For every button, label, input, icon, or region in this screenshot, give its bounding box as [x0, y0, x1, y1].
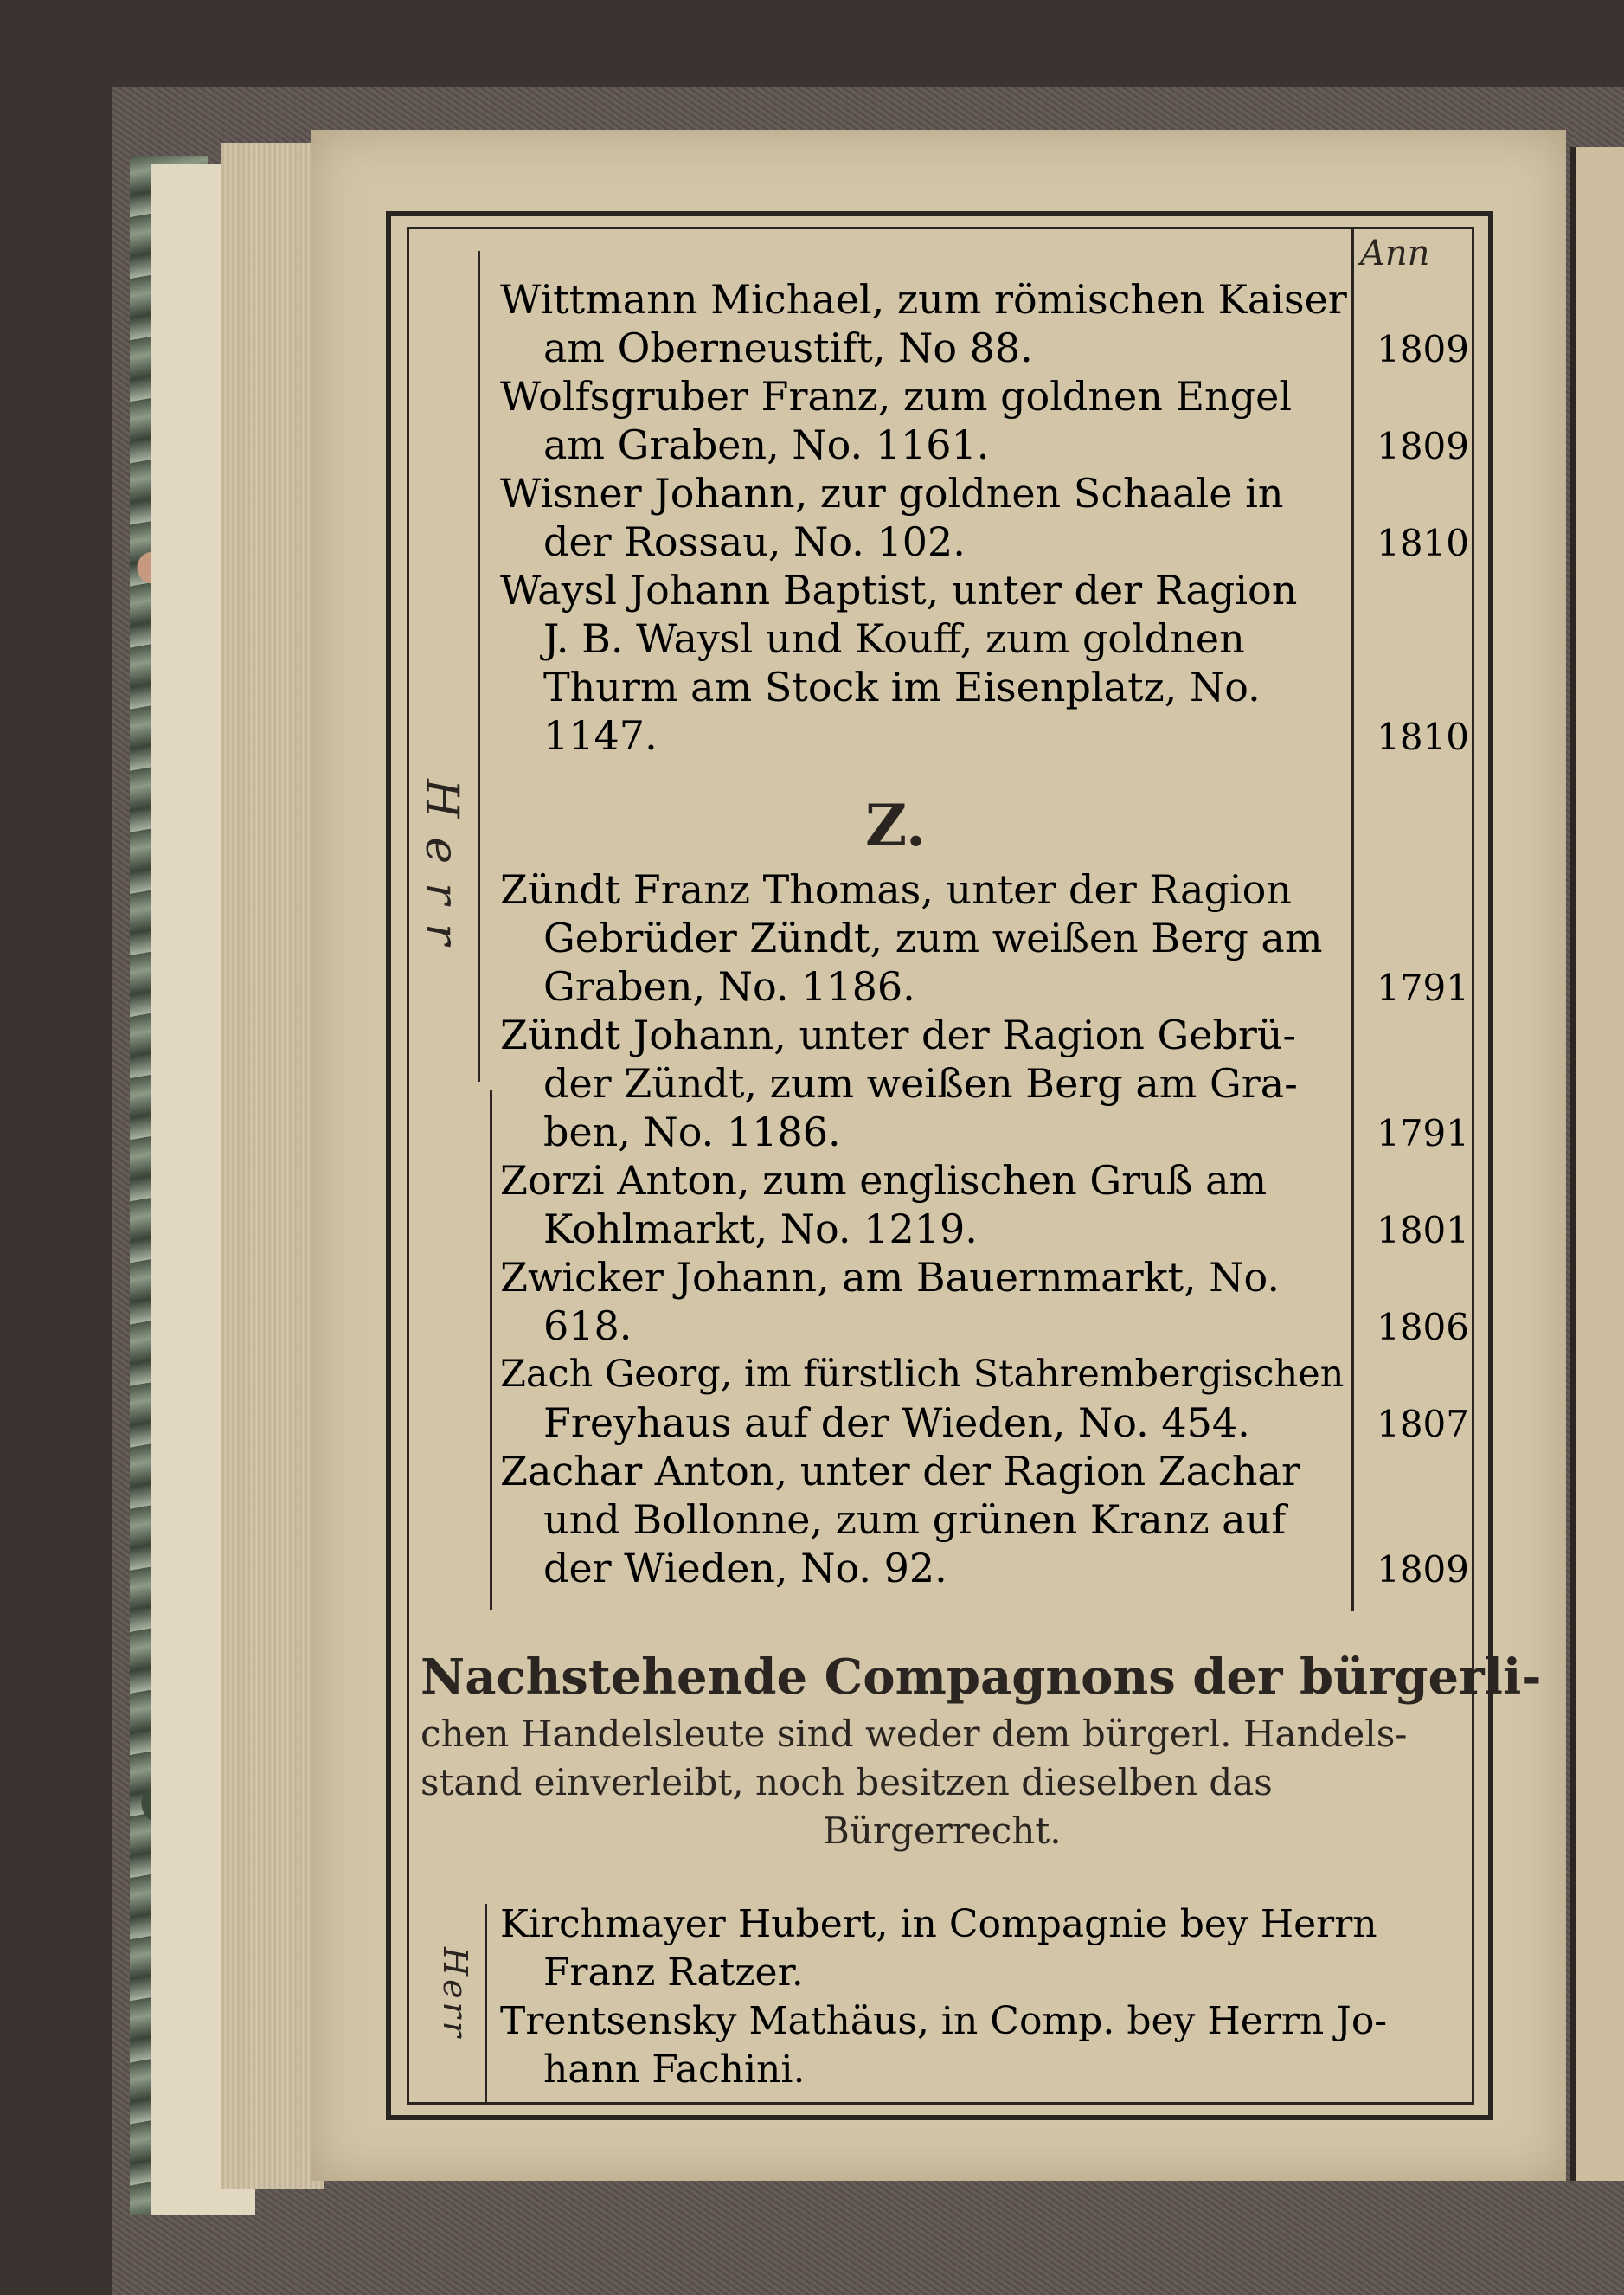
entry-line: Wisner Johann, zur goldnen Schaale in: [500, 470, 1284, 517]
entry-year: 1809: [1377, 328, 1469, 370]
entry-line: Gebrüder Zündt, zum weißen Berg am: [543, 915, 1323, 961]
entry-line: Franz Ratzer.: [543, 1951, 804, 1995]
entry-line: am Graben, No. 1161.: [543, 421, 990, 468]
entry-line: Zach Georg, im fürstlich Stahrembergischen: [500, 1353, 1345, 1396]
entry: [500, 566, 1469, 760]
entry-line: Kirchmayer Hubert, in Compagnie bey Herrn: [500, 1902, 1377, 1946]
entry-line: und Bollonne, zum grünen Kranz auf: [543, 1496, 1287, 1543]
entries-z: [500, 865, 1469, 1601]
entry: [500, 1156, 1469, 1253]
notice: [420, 1649, 1542, 1865]
entry-line: Kohlmarkt, No. 1219.: [543, 1205, 978, 1252]
entry-year: 1801: [1377, 1209, 1469, 1251]
page-edges: [221, 143, 324, 2189]
entry-line: am Oberneustift, No 88.: [543, 325, 1033, 371]
name-column-rule-lower: [490, 1090, 492, 1610]
facing-page-edge: [1570, 147, 1624, 2181]
entry: [500, 275, 1469, 372]
entry-line: Trentsensky Mathäus, in Comp. bey Herrn Jo-: [500, 1999, 1388, 2043]
notice-line: stand einverleibt, noch besitzen dieselben das: [420, 1761, 1273, 1803]
notice-line: Nachstehende Compagnons der bürgerli-: [420, 1649, 1542, 1706]
entry: [500, 1253, 1469, 1350]
entry-year: 1809: [1377, 425, 1469, 467]
companion-entry: [500, 1997, 1469, 2094]
entry-line: Zachar Anton, unter der Ragion Zachar: [500, 1448, 1300, 1495]
entry-year: 1806: [1377, 1306, 1469, 1348]
entry-line: 618.: [543, 1302, 632, 1349]
entry-line: Wittmann Michael, zum römischen Kaiser: [500, 276, 1347, 323]
side-label-herr-bottom: Herr: [436, 1947, 474, 2041]
bottom-section-rule: [485, 1904, 487, 2103]
notice-line: chen Handelsleute sind weder dem bürgerl. Handels-: [420, 1713, 1408, 1755]
entry-year: 1791: [1377, 967, 1469, 1009]
entry-line: Wolfsgruber Franz, zum goldnen Engel: [500, 373, 1293, 420]
entry-line: Freyhaus auf der Wieden, No. 454.: [543, 1399, 1250, 1446]
entry: [500, 1447, 1469, 1592]
entry-line: Waysl Johann Baptist, unter der Ragion: [500, 567, 1298, 614]
entry-line: Zündt Franz Thomas, unter der Ragion: [500, 866, 1292, 913]
entry-line: Zwicker Johann, am Bauernmarkt, No.: [500, 1254, 1280, 1301]
companion-entry: [500, 1900, 1469, 1997]
entry: [500, 372, 1469, 469]
entry-line: J. B. Waysl und Kouff, zum goldnen: [543, 615, 1245, 662]
entry: [500, 469, 1469, 566]
entry-line: der Zündt, zum weißen Berg am Gra-: [543, 1060, 1298, 1107]
notice-line: Bürgerrecht.: [823, 1810, 1062, 1852]
entry-line: der Rossau, No. 102.: [543, 518, 966, 565]
entry-year: 1807: [1377, 1403, 1469, 1445]
entry-year: 1791: [1377, 1112, 1469, 1154]
entry-line: hann Fachini.: [543, 2048, 806, 2092]
entry-line: ben, No. 1186.: [543, 1109, 841, 1155]
entry-line: der Wieden, No. 92.: [543, 1545, 947, 1591]
entries-w: [500, 275, 1469, 760]
entry-year: 1809: [1377, 1548, 1469, 1591]
entry-year: 1810: [1377, 522, 1469, 564]
letter-heading: Z.: [865, 792, 926, 859]
side-label-herr: Herr: [415, 779, 467, 964]
entry-year: 1810: [1377, 716, 1469, 758]
year-column-header: Ann: [1360, 234, 1430, 273]
entry-line: Zündt Johann, unter der Ragion Gebrü-: [500, 1012, 1297, 1058]
entry-line: Graben, No. 1186.: [543, 963, 915, 1010]
entry-line: Zorzi Anton, zum englischen Gruß am: [500, 1157, 1268, 1204]
entry-line: 1147.: [543, 712, 658, 759]
entry: [500, 1350, 1469, 1447]
entry-line: Thurm am Stock im Eisenplatz, No.: [543, 664, 1261, 710]
name-column-rule: [478, 251, 480, 1082]
year-column-top-rule: [1351, 227, 1474, 229]
companions: [500, 1900, 1469, 2098]
entry: [500, 1011, 1469, 1156]
entry: [500, 865, 1469, 1011]
